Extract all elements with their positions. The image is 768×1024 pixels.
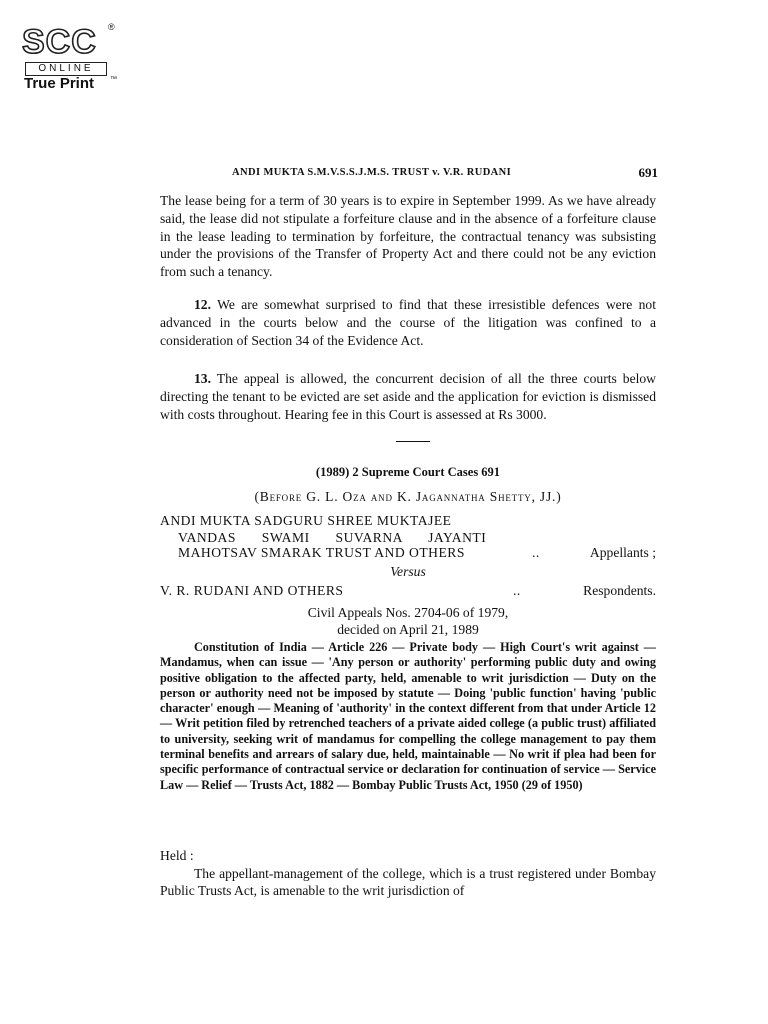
appellants-label: Appellants ; [589,545,656,560]
paragraph-lease-text: The lease being for a term of 30 years is to expire in September 1999. As we have already said, the lease did not stipulate a forfeiture clause and in the absence of a forfeiture clause in the lease leading to termination by forfeiture, the contractual tenancy was subsisting under the provisions of the Transfer of Property Act and there could not be any eviction from such a tenancy. [160,193,656,280]
logo-online-text: ONLINE [25,62,107,76]
section-divider [396,441,430,442]
page-number: 691 [638,165,658,180]
paragraph-13-body [160,370,656,423]
logo-trademark: ™ [110,76,117,83]
paragraph-lease [160,192,656,281]
running-head-title: ANDI MUKTA S.M.V.S.S.J.M.S. TRUST v. V.R. RUDANI [232,167,512,178]
held-label: Held : [160,848,194,863]
paragraph-13-number: 13. [194,371,211,386]
paragraph-12-number: 12. [194,297,211,312]
respondent-line [160,583,656,601]
paragraph-13-text: The appeal is allowed, the concurrent decision of all the three courts below directing the tenant to be evicted are set aside and the application for eviction is dismissed with costs throughout. Hearing fee in this Court is assessed at Rs 3000. [160,371,657,422]
logo-true-print: True Print [24,75,95,92]
versus: Versus [390,564,426,579]
paragraph-12 [160,296,656,349]
appeal-details [160,604,656,638]
logo-registered-mark: ® [108,22,115,32]
logo-scc-text: SCC [22,23,97,61]
paragraph-12-text: We are somewhat surprised to find that these irresistible defences were not advanced in the courts below and the course of the litigation was confined to a consideration of Section 34 of the Evidence Act. [160,297,656,348]
appellant-name-2: VANDAS SWAMI SUVARNA JAYANTI [178,530,487,545]
running-head [232,167,658,183]
held-section [160,865,656,899]
scc-online-logo [20,22,120,92]
decision-date: decided on April 21, 1989 [337,622,479,637]
paragraph-13 [160,370,656,423]
respondent-dots: .. [513,583,521,598]
respondents-label: Respondents. [583,583,656,598]
appellant-line-3 [160,545,656,563]
case-citation: (1989) 2 Supreme Court Cases 691 [315,465,501,479]
bench: (Before G. L. Oza and K. Jagannatha Shetty, JJ.) [254,489,562,504]
paragraph-12-body [160,296,656,349]
held-text: The appellant-management of the college, which is a trust registered under Bombay Public Trusts Act, is amenable to the writ jurisdiction of [160,866,656,898]
appeal-number: Civil Appeals Nos. 2704-06 of 1979, [307,605,509,620]
headnote-text: Constitution of India — Article 226 — Private body — High Court's writ against — Mandamus, when can issue — 'Any person or authority' performing public duty and owing positive obligation to the affected party, held, amenable to writ jurisdiction — Duty on the person or authority need not be imposed by statute — Doing 'public function' having 'public character' enough — Meaning of 'authority' in the context different from that under Article 12 — Writ petition filed by retrenched teachers of a private aided college (a public trust) affiliated to university, seeking writ of mandamus for compelling the college management to pay them terminal benefits and arrears of salary due, held, maintainable — No writ if plea had been for specific performance of contractual service or declaration for continuation of service — Service Law — Relief — Trusts Act, 1882 — Bombay Public Trusts Act, 1950 (29 of 1950) [160,640,656,792]
appellant-name-1: ANDI MUKTA SADGURU SHREE MUKTAJEE [160,513,452,528]
appellant-dots: .. [532,545,540,560]
appellant-line-1 [160,513,656,531]
headnote [160,640,656,793]
respondent-name: V. R. RUDANI AND OTHERS [160,583,344,598]
appellant-name-3: MAHOTSAV SMARAK TRUST AND OTHERS [178,545,465,560]
